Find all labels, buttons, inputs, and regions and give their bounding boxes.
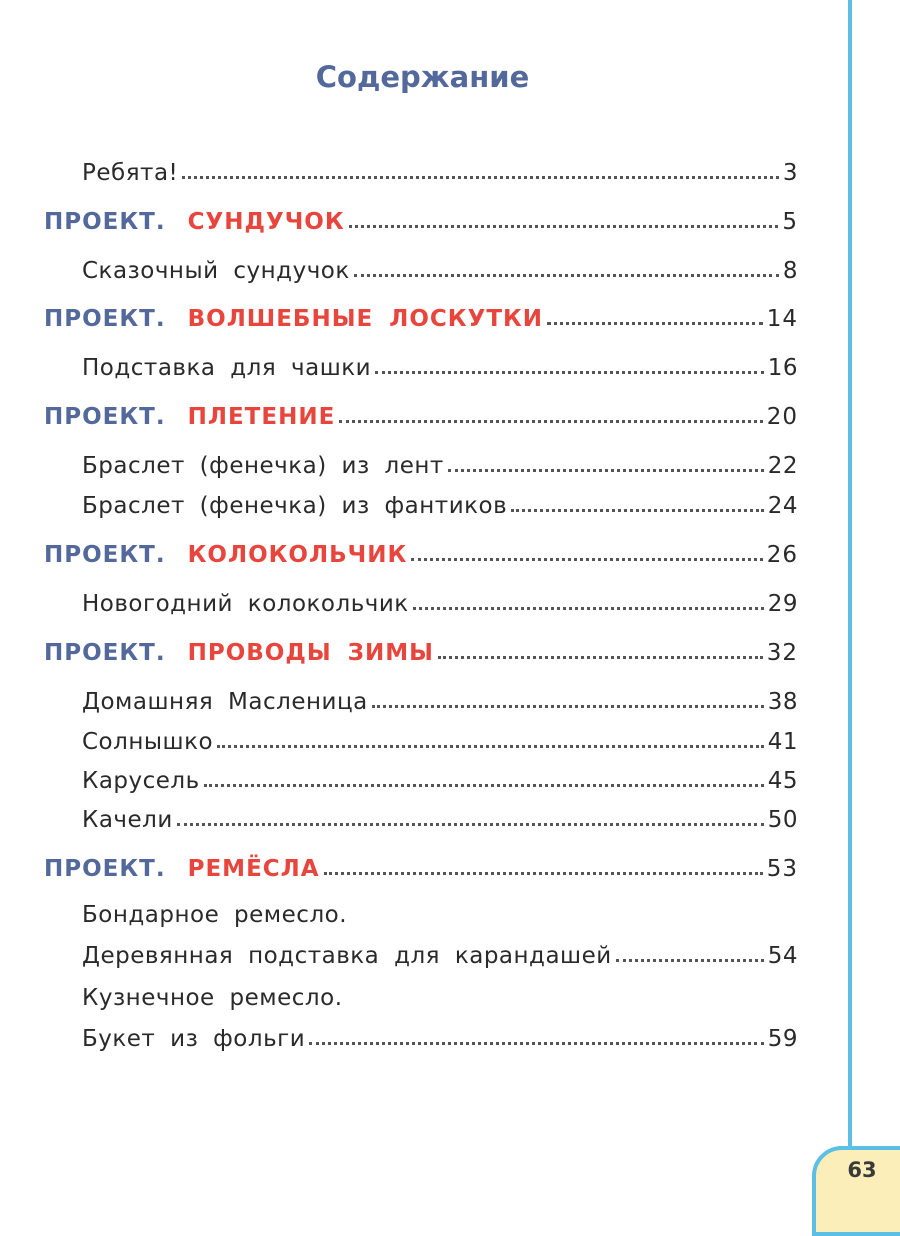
dot-leader: [438, 656, 763, 659]
toc-project-entry[interactable]: [44, 846, 798, 882]
toc-entry[interactable]: [82, 797, 798, 833]
entry-title: Новогодний колокольчик: [82, 591, 409, 617]
toc-entry[interactable]: [82, 345, 798, 381]
entry-page: 20: [766, 404, 798, 430]
toc-entry[interactable]: [82, 150, 798, 186]
toc-project-entry[interactable]: [44, 199, 798, 235]
dot-leader: [204, 784, 764, 787]
toc-project-entry[interactable]: [44, 296, 798, 332]
entry-title: Браслет (фенечка) из лент: [82, 453, 444, 479]
entry-page: 38: [767, 689, 798, 715]
project-title: СУНДУЧОК: [187, 209, 345, 235]
dot-leader: [339, 420, 762, 423]
dot-leader: [309, 1042, 764, 1045]
right-border: [848, 0, 852, 1160]
dot-leader: [177, 823, 764, 826]
entry-page: 41: [767, 729, 798, 755]
toc-entry[interactable]: [82, 483, 798, 519]
project-prefix: ПРОЕКТ.: [44, 542, 166, 568]
entry-heading-line: Кузнечное ремесло.: [82, 985, 343, 1011]
dot-leader: [547, 322, 763, 325]
entry-page: 24: [767, 493, 798, 519]
dot-leader: [411, 558, 762, 561]
entry-page: 45: [767, 768, 798, 794]
entry-title: Сказочный сундучок: [82, 258, 350, 284]
dot-leader: [375, 371, 764, 374]
toc-entry[interactable]: [82, 581, 798, 617]
entry-title: Браслет (фенечка) из фантиков: [82, 493, 508, 519]
toc-entry[interactable]: [82, 443, 798, 479]
entry-page: 22: [767, 453, 798, 479]
toc-project-entry[interactable]: [44, 532, 798, 568]
dot-leader: [448, 469, 764, 472]
entry-page: 3: [782, 160, 798, 186]
dot-leader: [413, 607, 764, 610]
entry-title: Качели: [82, 807, 173, 833]
entry-title: Букет из фольги: [82, 1026, 306, 1052]
entry-page: 29: [767, 591, 798, 617]
entry-page: 59: [767, 1026, 798, 1052]
project-title: ПЛЕТЕНИЕ: [187, 404, 336, 430]
toc-entry[interactable]: [82, 719, 798, 755]
dot-leader: [182, 176, 779, 179]
entry-page: 5: [782, 209, 798, 235]
dot-leader: [372, 705, 764, 708]
toc-entry[interactable]: [82, 248, 798, 284]
project-title: ПРОВОДЫ ЗИМЫ: [187, 640, 434, 666]
toc-project-entry[interactable]: [44, 630, 798, 666]
project-title: КОЛОКОЛЬЧИК: [187, 542, 408, 568]
entry-title: Подставка для чашки: [82, 355, 372, 381]
entry-page: 16: [767, 355, 798, 381]
toc-entry-multiline[interactable]: [82, 897, 798, 969]
toc-entry-multiline[interactable]: [82, 980, 798, 1052]
entry-page: 26: [766, 542, 798, 568]
project-title: ВОЛШЕБНЫЕ ЛОСКУТКИ: [187, 306, 544, 332]
entry-page: 50: [767, 807, 798, 833]
project-prefix: ПРОЕКТ.: [44, 306, 166, 332]
entry-title: Деревянная подставка для карандашей: [82, 943, 612, 969]
entry-line: [82, 1016, 798, 1052]
toc-entry[interactable]: [82, 679, 798, 715]
entry-heading-line: Бондарное ремесло.: [82, 902, 348, 928]
project-prefix: ПРОЕКТ.: [44, 856, 166, 882]
project-title: РЕМЁСЛА: [187, 856, 320, 882]
page-number: 63: [847, 1158, 877, 1182]
entry-title: Ребята!: [82, 160, 179, 186]
page-title: Содержание: [315, 60, 530, 94]
dot-leader: [354, 274, 779, 277]
toc-entry[interactable]: [82, 758, 798, 794]
entry-page: 32: [766, 640, 798, 666]
entry-page: 8: [782, 258, 798, 284]
dot-leader: [349, 225, 779, 228]
project-prefix: ПРОЕКТ.: [44, 640, 166, 666]
entry-page: 53: [766, 856, 798, 882]
entry-title: Карусель: [82, 768, 200, 794]
entry-page: 14: [766, 306, 798, 332]
project-prefix: ПРОЕКТ.: [44, 209, 166, 235]
project-prefix: ПРОЕКТ.: [44, 404, 166, 430]
entry-line: [82, 933, 798, 969]
dot-leader: [616, 959, 764, 962]
entry-page: 54: [767, 943, 798, 969]
dot-leader: [324, 872, 763, 875]
toc-project-entry[interactable]: [44, 394, 798, 430]
entry-title: Домашняя Масленица: [82, 689, 368, 715]
entry-title: Солнышко: [82, 729, 214, 755]
dot-leader: [511, 509, 764, 512]
dot-leader: [217, 745, 764, 748]
